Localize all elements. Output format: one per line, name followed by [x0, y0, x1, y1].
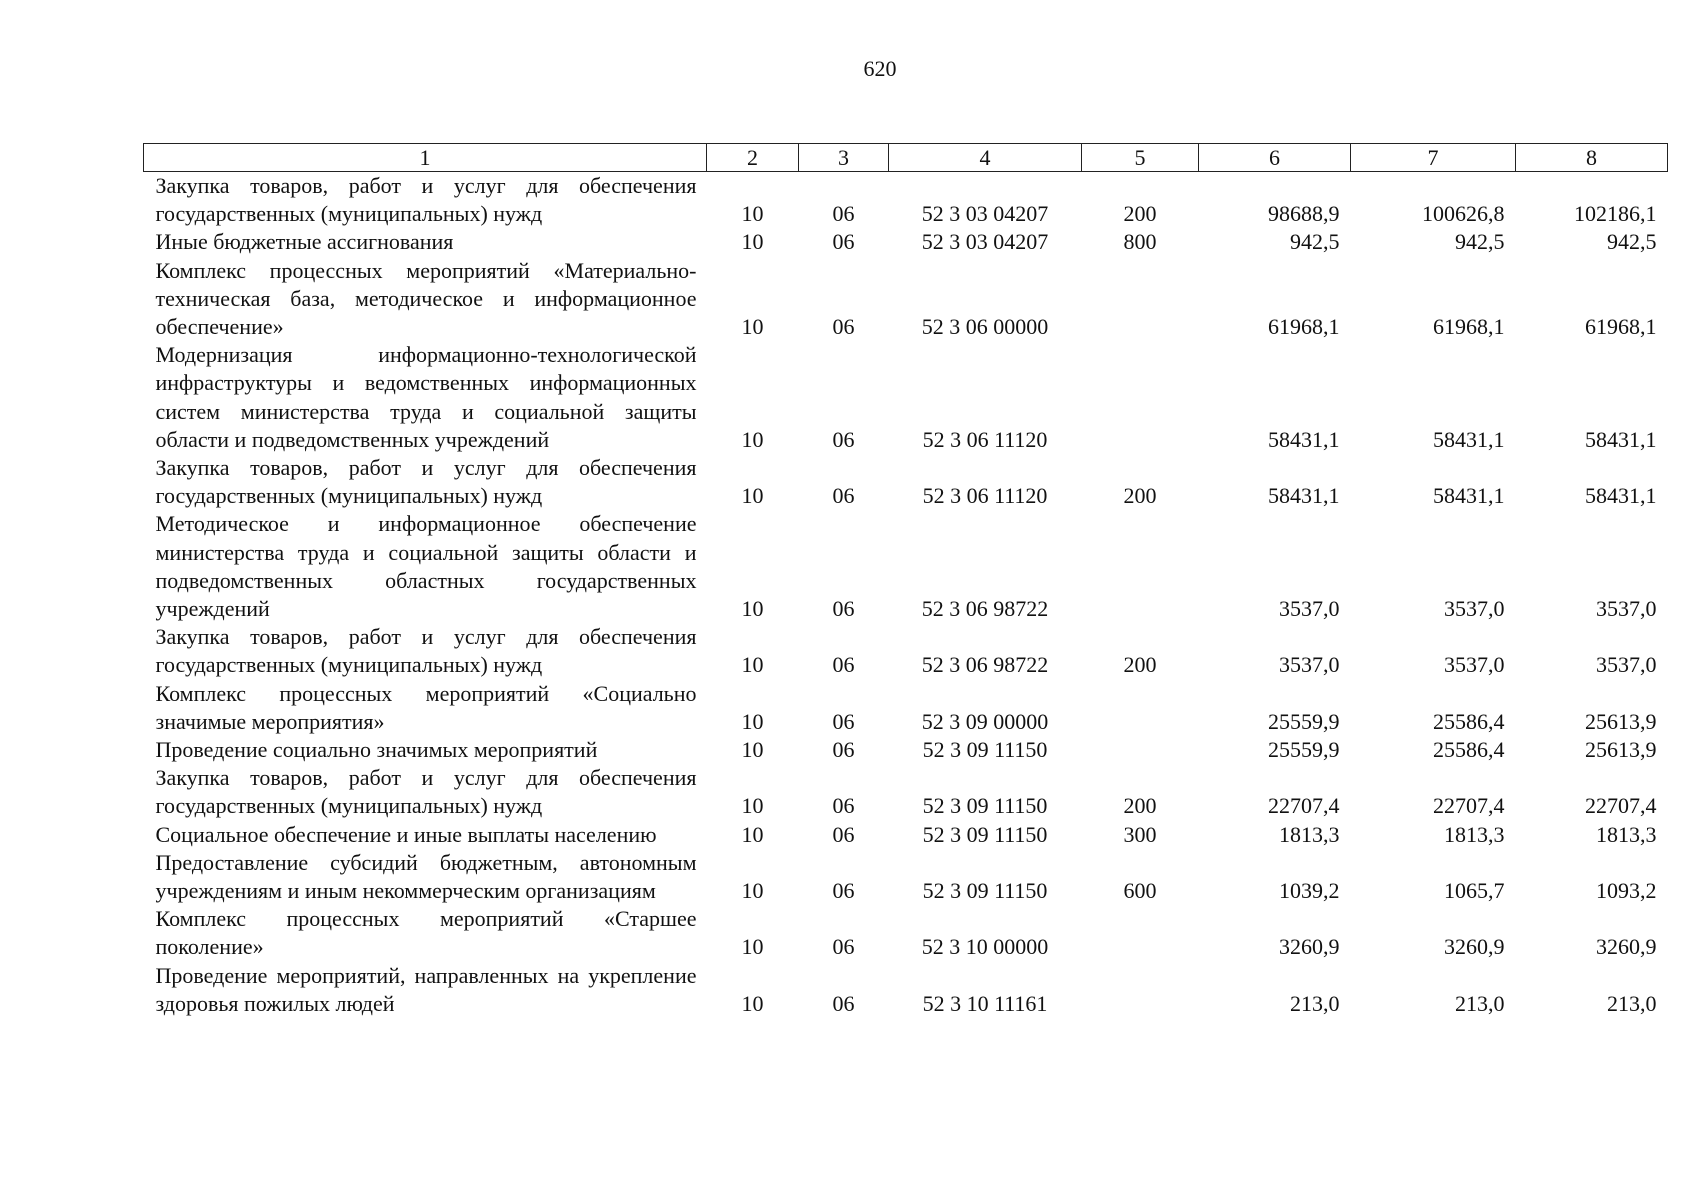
- row-subsection: 06: [832, 483, 855, 509]
- row-target-article: 52 3 03 04207: [921, 201, 1049, 227]
- row-value-col8: 3260,9: [1596, 934, 1657, 960]
- row-subsection: 06: [832, 314, 855, 340]
- row-section: 10: [741, 201, 764, 227]
- row-name: Комплекс процессных мероприятий «Социально значимые мероприятия»: [155, 680, 697, 734]
- table-row: [144, 905, 1668, 961]
- row-subsection: 06: [832, 426, 855, 452]
- row-subsection: 06: [832, 708, 855, 734]
- row-value-col6: 3537,0: [1279, 652, 1340, 678]
- header-row: [144, 144, 1668, 172]
- row-value-col6: 22707,4: [1268, 793, 1340, 819]
- header-col-2: 2: [707, 144, 799, 172]
- row-target-article: 52 3 09 00000: [921, 708, 1049, 734]
- row-expense-type: [1082, 736, 1199, 764]
- table-row: [144, 962, 1668, 1018]
- table-row: [144, 821, 1668, 849]
- row-expense-type: [1082, 905, 1199, 961]
- row-value-col7: 942,5: [1455, 229, 1505, 255]
- row-name: Методическое и информационное обеспечение министерства труда и социальной защиты области и подведомственных областных государственных учреждений: [155, 511, 697, 622]
- row-name: Комплекс процессных мероприятий «Материально-техническая база, методическое и информационное обеспечение»: [155, 257, 697, 340]
- header-col-6: 6: [1199, 144, 1351, 172]
- row-section: 10: [741, 793, 764, 819]
- row-value-col8: 213,0: [1607, 990, 1657, 1016]
- row-target-article: 52 3 09 11150: [922, 793, 1048, 819]
- row-target-article: 52 3 06 11120: [922, 426, 1048, 452]
- table-row: [144, 341, 1668, 454]
- row-subsection: 06: [832, 596, 855, 622]
- row-value-col7: 100626,8: [1422, 201, 1505, 227]
- row-subsection: 06: [832, 821, 855, 847]
- row-expense-type: 300: [1123, 821, 1157, 847]
- row-value-col6: 25559,9: [1268, 708, 1340, 734]
- table-row: [144, 228, 1668, 256]
- table-row: [144, 510, 1668, 623]
- row-value-col6: 942,5: [1290, 229, 1340, 255]
- table-row: [144, 680, 1668, 736]
- row-value-col8: 942,5: [1607, 229, 1657, 255]
- row-value-col6: 3537,0: [1279, 596, 1340, 622]
- row-subsection: 06: [832, 934, 855, 960]
- table-row: [144, 764, 1668, 820]
- row-section: 10: [741, 737, 764, 763]
- row-subsection: 06: [832, 201, 855, 227]
- row-section: 10: [741, 596, 764, 622]
- header-col-8: 8: [1516, 144, 1668, 172]
- row-section: 10: [741, 314, 764, 340]
- row-name: Закупка товаров, работ и услуг для обеспечения государственных (муниципальных) нужд: [155, 624, 697, 678]
- row-subsection: 06: [832, 990, 855, 1016]
- row-name: Закупка товаров, работ и услуг для обеспечения государственных (муниципальных) нужд: [155, 455, 697, 509]
- header-col-1: 1: [144, 144, 707, 172]
- budget-table: [143, 143, 1668, 1018]
- row-subsection: 06: [832, 229, 855, 255]
- row-value-col6: 58431,1: [1268, 483, 1340, 509]
- row-value-col7: 3537,0: [1444, 596, 1505, 622]
- row-expense-type: [1082, 510, 1199, 623]
- row-name: Проведение мероприятий, направленных на укрепление здоровья пожилых людей: [155, 962, 697, 1016]
- row-section: 10: [741, 229, 764, 255]
- row-target-article: 52 3 06 98722: [921, 596, 1049, 622]
- row-value-col7: 58431,1: [1433, 483, 1505, 509]
- row-expense-type: 200: [1123, 793, 1157, 819]
- row-value-col6: 61968,1: [1268, 314, 1340, 340]
- row-section: 10: [741, 708, 764, 734]
- row-value-col6: 98688,9: [1268, 201, 1340, 227]
- row-target-article: 52 3 09 11150: [922, 878, 1048, 904]
- header-col-5: 5: [1082, 144, 1199, 172]
- row-target-article: 52 3 10 11161: [922, 990, 1048, 1016]
- table-row: [144, 849, 1668, 905]
- table-header: [144, 144, 1668, 172]
- row-expense-type: [1082, 962, 1199, 1018]
- header-col-4: 4: [889, 144, 1082, 172]
- table-row: [144, 257, 1668, 342]
- row-subsection: 06: [832, 737, 855, 763]
- row-expense-type: [1082, 257, 1199, 342]
- row-value-col8: 25613,9: [1585, 708, 1657, 734]
- header-col-7: 7: [1351, 144, 1516, 172]
- row-name: Проведение социально значимых мероприятий: [155, 737, 598, 763]
- row-value-col6: 25559,9: [1268, 737, 1340, 763]
- row-value-col7: 3260,9: [1444, 934, 1505, 960]
- row-target-article: 52 3 10 00000: [921, 934, 1049, 960]
- row-value-col6: 1039,2: [1279, 878, 1340, 904]
- row-expense-type: 600: [1123, 878, 1157, 904]
- row-expense-type: [1082, 680, 1199, 736]
- row-value-col7: 1065,7: [1444, 878, 1505, 904]
- row-name: Предоставление субсидий бюджетным, автономным учреждениям и иным некоммерческим организациям: [155, 849, 697, 904]
- table-row: [144, 172, 1668, 229]
- row-value-col7: 22707,4: [1433, 793, 1505, 819]
- row-subsection: 06: [832, 878, 855, 904]
- row-target-article: 52 3 03 04207: [921, 229, 1049, 255]
- row-name: Закупка товаров, работ и услуг для обеспечения государственных (муниципальных) нужд: [155, 765, 697, 819]
- table-row: [144, 623, 1668, 679]
- row-subsection: 06: [832, 652, 855, 678]
- row-value-col6: 1813,3: [1279, 821, 1340, 847]
- row-section: 10: [741, 878, 764, 904]
- table-body: [144, 172, 1668, 1019]
- table-row: [144, 736, 1668, 764]
- row-subsection: 06: [832, 793, 855, 819]
- row-name: Социальное обеспечение и иные выплаты населению: [155, 821, 657, 847]
- row-name: Комплекс процессных мероприятий «Старшее поколение»: [155, 906, 697, 960]
- row-value-col8: 22707,4: [1585, 793, 1657, 819]
- row-target-article: 52 3 06 00000: [921, 314, 1049, 340]
- row-value-col8: 58431,1: [1585, 483, 1657, 509]
- row-section: 10: [741, 426, 764, 452]
- row-value-col7: 3537,0: [1444, 652, 1505, 678]
- page-number: 620: [863, 56, 897, 81]
- row-value-col8: 58431,1: [1585, 426, 1657, 452]
- row-target-article: 52 3 09 11150: [922, 821, 1048, 847]
- row-value-col8: 1813,3: [1596, 821, 1657, 847]
- row-value-col7: 25586,4: [1433, 708, 1505, 734]
- row-expense-type: 200: [1123, 201, 1157, 227]
- row-section: 10: [741, 821, 764, 847]
- row-value-col6: 58431,1: [1268, 426, 1340, 452]
- row-value-col6: 3260,9: [1279, 934, 1340, 960]
- row-target-article: 52 3 09 11150: [922, 737, 1048, 763]
- row-expense-type: 800: [1123, 229, 1157, 255]
- row-section: 10: [741, 483, 764, 509]
- row-value-col8: 3537,0: [1596, 596, 1657, 622]
- row-value-col6: 213,0: [1290, 990, 1340, 1016]
- row-value-col8: 3537,0: [1596, 652, 1657, 678]
- row-value-col7: 1813,3: [1444, 821, 1505, 847]
- row-value-col8: 61968,1: [1585, 314, 1657, 340]
- row-expense-type: 200: [1123, 483, 1157, 509]
- row-value-col7: 58431,1: [1433, 426, 1505, 452]
- row-section: 10: [741, 652, 764, 678]
- header-col-3: 3: [799, 144, 889, 172]
- row-value-col8: 25613,9: [1585, 737, 1657, 763]
- row-value-col7: 213,0: [1455, 990, 1505, 1016]
- row-value-col8: 1093,2: [1596, 878, 1657, 904]
- row-value-col7: 25586,4: [1433, 737, 1505, 763]
- row-name: Иные бюджетные ассигнования: [155, 229, 454, 255]
- row-section: 10: [741, 990, 764, 1016]
- row-target-article: 52 3 06 11120: [922, 483, 1048, 509]
- row-value-col8: 102186,1: [1574, 201, 1657, 227]
- table-row: [144, 454, 1668, 510]
- row-value-col7: 61968,1: [1433, 314, 1505, 340]
- row-target-article: 52 3 06 98722: [921, 652, 1049, 678]
- row-expense-type: 200: [1123, 652, 1157, 678]
- row-expense-type: [1082, 341, 1199, 454]
- row-name: Модернизация информационно-технологической инфраструктуры и ведомственных информационных систем министерства труда и социальной защиты области и подведомственных учреждений: [155, 342, 697, 452]
- row-name: Закупка товаров, работ и услуг для обеспечения государственных (муниципальных) нужд: [155, 173, 697, 227]
- row-section: 10: [741, 934, 764, 960]
